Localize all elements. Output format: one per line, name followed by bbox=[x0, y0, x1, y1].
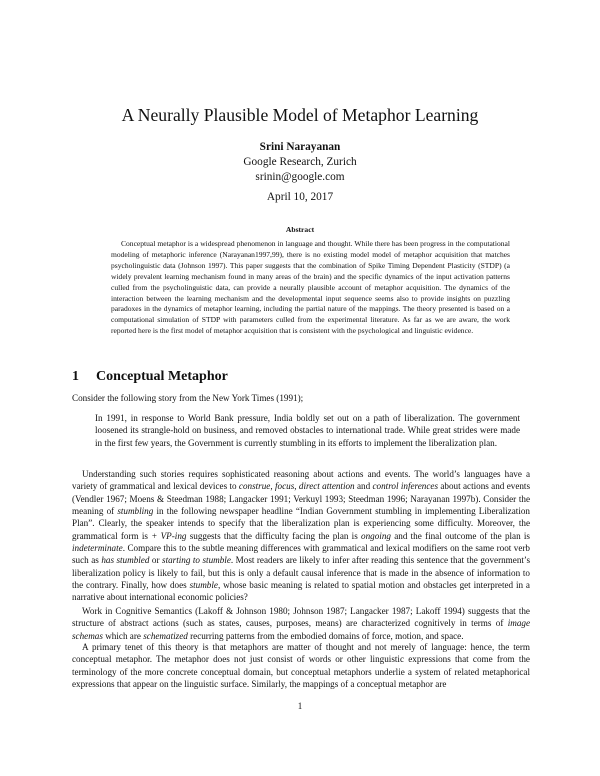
author-block bbox=[0, 140, 600, 185]
paper-title: A Neurally Plausible Model of Metaphor Learning bbox=[121, 105, 479, 125]
intro-line: Consider the following story from the New York Times (1991); bbox=[72, 393, 304, 403]
block-quote: In 1991, in response to World Bank pressure, India boldly set out on a path of liberalization. The government loosened its strangle-hold on business, and removed obstacles to international trade. While great strides were made in the first few years, the Government is currently stumbling in its efforts to implement the liberalization plan. bbox=[95, 413, 520, 448]
author-affiliation: Google Research, Zurich bbox=[243, 156, 357, 168]
abstract-heading: Abstract bbox=[285, 225, 315, 234]
section-title: Conceptual Metaphor bbox=[96, 369, 228, 384]
paper-date: April 10, 2017 bbox=[266, 191, 334, 203]
page-number: 1 bbox=[297, 701, 303, 711]
body-paragraph-3: A primary tenet of this theory is that metaphors are matter of thought and not merely of language: hence, the term conceptual metaphor. The metaphor does not just consist of words or other linguistic expressions that come from the terminology of the more concrete conceptual domain, but conceptual metaphors underlie a system of related metaphorical expressions that appear on the linguistic surface. Similarly, the mappings of a conceptual metaphor are bbox=[72, 642, 530, 690]
author-email: srinin@google.com bbox=[255, 171, 345, 183]
section-number: 1 bbox=[72, 369, 79, 384]
abstract-text: Conceptual metaphor is a widespread phenomenon in language and thought. While there has been progress in the computational modeling of metaphoric inference (Narayanan1997,99), there is no existing model model of metaphor acquisition that matches psycholinguistic data (Johnson 1997). This paper suggests that the combination of Spike Timing Dependent Plasticity (STDP) (a widely prevalent learning mechanism found in many areas of the brain) and the specific dynamics of the input activation patterns culled from the psycholinguistic data, can provide a neurally plausible account of metaphor acquisition. The dynamics of the interaction between the learning mechanism and the developmental input sequence seems also to provide insights on puzzling paradoxes in the dynamics of metaphor learning, including the partial nature of the mappings. The theory presented is based on a computational simulation of STDP with parameters culled from the experimental literature. As far as we are aware, the work reported here is the first model of metaphor acquisition that is consistent with the psychological and linguistic evidence. bbox=[111, 239, 510, 336]
body-paragraph-2: Work in Cognitive Semantics (Lakoff & Johnson 1980; Johnson 1987; Langacker 1987; Lakoff 1994) suggests that the structure of abstract actions (such as states, causes, purposes, means) are characterized cognitively in terms of image schemas which are schematized recurring patterns from the embodied domains of force, motion, and space. bbox=[72, 606, 530, 641]
section-heading bbox=[72, 368, 532, 386]
author-name: Srini Narayanan bbox=[259, 141, 341, 153]
body-paragraph-1: Understanding such stories requires sophisticated reasoning about actions and events. The world’s languages have a variety of grammatical and lexical devices to construe, focus, direct attention and control inferences about actions and events (Vendler 1967; Moens & Steedman 1988; Langacker 1991; Verkuyl 1993; Steedman 1996; Narayanan 1997b). Consider the meaning of stumbling in the following newspaper headline “Indian Government stumbling in implementing Liberalization Plan”. Clearly, the speaker intends to specify that the liberalization plan is experiencing some difficulty. Moreover, the grammatical form is + VP-ing suggests that the difficulty facing the plan is ongoing and the final outcome of the plan is indeterminate. Compare this to the subtle meaning differences with grammatical and lexical modifiers on the same root verb such as has stumbled or starting to stumble. Most readers are likely to infer after reading this sentence that the government’s liberalization policy is likely to fail, but this is only a default causal inference that is made in the absence of information to the contrary. Finally, how does stumble, whose basic meaning is related to spatial motion and obstacles get interpreted in a narrative about international economic policies? bbox=[72, 469, 531, 603]
